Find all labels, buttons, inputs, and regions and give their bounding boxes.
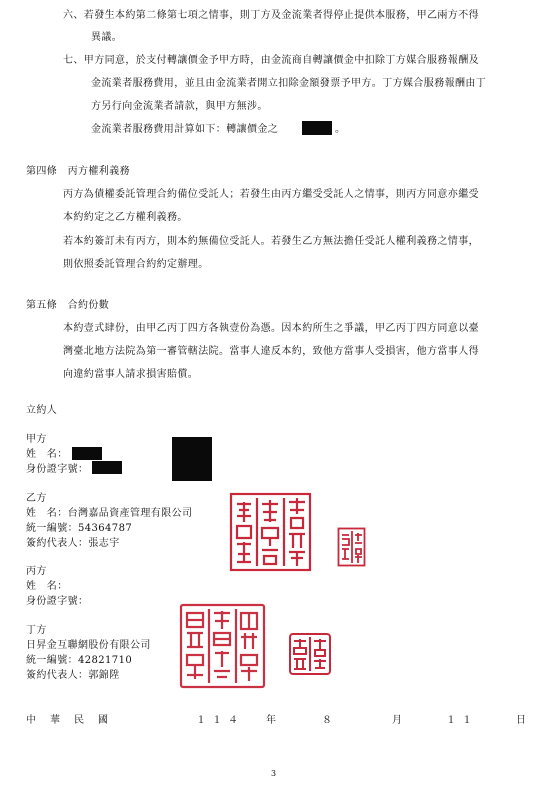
party-b-name-label: 姓 名： [26,508,68,519]
clause-7-line-1: 七、甲方同意，於支付轉讓價金予甲方時，由金流商自轉讓價金中扣除丁方媒合服務報酬及 [63,55,479,66]
party-b-rep-value: 張志宇 [88,538,120,549]
date-year-unit: 年 [266,715,276,726]
party-d-name-value: 日昇金互聯網股份有限公司 [26,640,151,651]
redacted-party-a-id [92,461,122,474]
party-d-label: 丁方 [26,625,47,636]
party-b-rep-seal [337,527,366,567]
party-d-tax-row [26,655,132,667]
party-c-name-label: 姓 名： [26,581,68,592]
party-b-rep-label: 簽約代表人： [26,538,89,549]
date-era-3: 民 [74,715,84,726]
redacted-party-a-name [72,447,102,460]
party-c-id-label: 身份證字號： [26,596,89,607]
party-d-rep-seal [288,632,332,676]
date-era-2: 華 [50,715,60,726]
clause-6-line-2: 異議。 [91,32,123,43]
party-d-rep-row [26,670,120,682]
date-era-4: 國 [98,715,108,726]
article-4-p2-line-1: 若本約簽訂未有丙方，則本約無備位受託人。若發生乙方無法擔任受託人權利義務之情事， [63,236,479,247]
signatories-heading: 立約人 [26,405,58,416]
party-a-label: 甲方 [26,434,47,445]
party-d-rep-value: 郭錦陞 [88,670,120,681]
party-b-tax-row [26,523,132,535]
clause-7-line-4 [91,124,278,136]
party-b-tax-value: 54364787 [78,523,133,534]
clause-6-line-1: 六、若發生本約第二條第七項之情事，則丁方及金流業者得停止提供本服務，甲乙兩方不得 [63,10,479,21]
date-year: １１４ [196,715,244,726]
party-b-name-row [26,508,192,520]
article-5-title: 第五條 合約份數 [26,300,110,311]
article-5-p1-line-2: 灣臺北地方法院為第一審管轄法院。當事人違反本約，致他方當事人受損害，他方當事人得 [63,346,479,357]
article-4-p2-line-2: 則依照委託管理合約約定辦理。 [63,259,209,270]
party-a-name-label: 姓 名： [26,449,68,460]
fee-formula-suffix: 。 [335,124,346,135]
date-day: １１ [446,715,478,726]
article-4-p1-line-1: 丙方為債權委託管理合約備位受託人；若發生由丙方繼受受託人之情事，則丙方同意亦繼受 [63,189,479,200]
party-b-rep-row [26,538,120,550]
party-b-label: 乙方 [26,493,47,504]
party-b-name-value: 台灣嘉品資產管理有限公司 [67,508,193,519]
party-b-tax-label: 統一編號： [26,523,78,534]
article-5-p1-line-3: 向違約當事人請求損害賠償。 [63,369,199,380]
party-b-company-seal [229,492,312,572]
date-era-1: 中 [26,715,36,726]
party-a-id-label: 身份證字號： [26,464,89,475]
party-d-tax-value: 42821710 [78,655,133,666]
article-4-title: 第四條 丙方權利義務 [26,166,130,177]
party-d-rep-label: 簽約代表人： [26,670,89,681]
fee-formula-prefix: 金流業者服務費用計算如下：轉讓價金之 [91,124,279,135]
article-4-p1-line-2: 本約約定之乙方權利義務。 [63,212,188,223]
contract-date [0,711,550,725]
party-c-label: 丙方 [26,566,47,577]
date-month-unit: 月 [392,715,402,726]
party-d-company-seal [179,603,266,689]
redacted-party-a-signature [172,437,212,481]
date-day-unit: 日 [516,715,526,726]
redacted-fee-rate [302,121,332,135]
date-month: ８ [322,715,332,726]
clause-7-line-3: 方另行向金流業者請款，與甲方無涉。 [91,101,268,112]
party-d-tax-label: 統一編號： [26,655,78,666]
article-5-p1-line-1: 本約壹式肆份，由甲乙丙丁四方各執壹份為憑。因本約所生之爭議，甲乙丙丁四方同意以臺 [63,323,479,334]
clause-7-line-2: 金流業者服務費用，並且由金流業者開立扣除金額發票予甲方。丁方媒合服務報酬由丁 [91,78,487,89]
page-number: 3 [271,769,277,778]
